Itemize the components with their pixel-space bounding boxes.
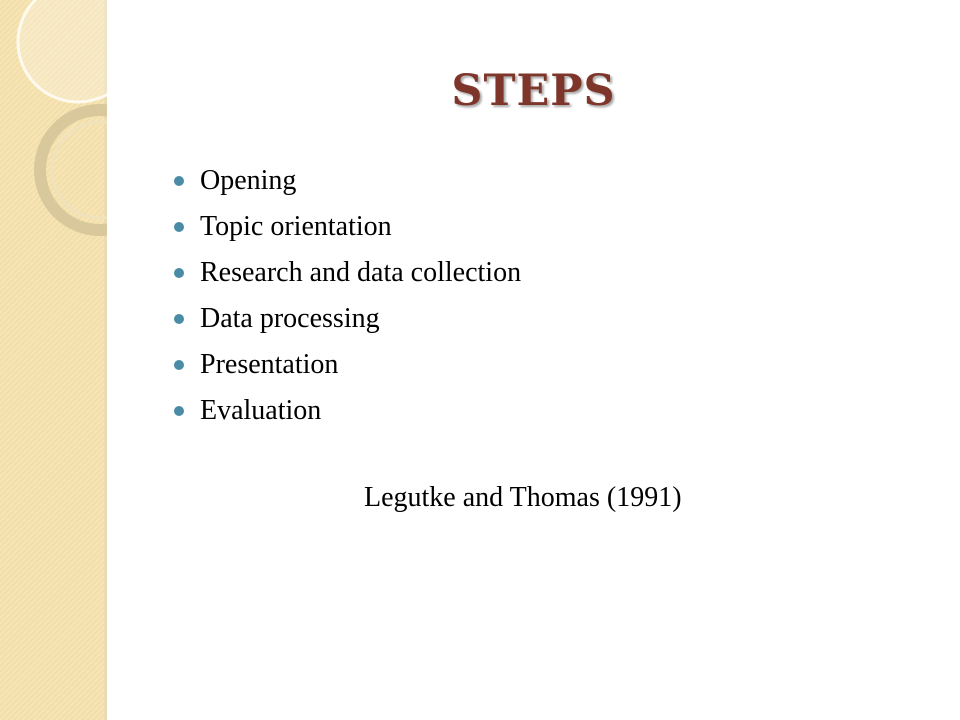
- bullet-icon: [174, 268, 184, 278]
- list-item-label: Presentation: [200, 349, 339, 380]
- steps-list: [172, 158, 521, 434]
- citation: Legutke and Thomas (1991): [364, 482, 682, 513]
- bullet-icon: [174, 360, 184, 370]
- decorative-circles: [0, 0, 107, 720]
- bullet-icon: [174, 176, 184, 186]
- list-item-label: Topic orientation: [200, 211, 392, 242]
- list-item: [172, 158, 521, 204]
- list-item: [172, 296, 521, 342]
- bullet-icon: [174, 314, 184, 324]
- list-item: [172, 204, 521, 250]
- decor-circle-ring: [40, 110, 107, 230]
- list-item-label: Data processing: [200, 303, 380, 334]
- list-item: [172, 250, 521, 296]
- list-item: [172, 342, 521, 388]
- bullet-icon: [174, 406, 184, 416]
- bullet-icon: [174, 222, 184, 232]
- list-item-label: Opening: [200, 165, 297, 196]
- decor-circle-top: [18, 0, 107, 102]
- slide-title: STEPS: [451, 66, 616, 116]
- list-item: [172, 388, 521, 434]
- list-item-label: Research and data collection: [200, 257, 522, 288]
- list-item-label: Evaluation: [200, 395, 322, 426]
- decor-circle-ring-inner: [52, 122, 107, 218]
